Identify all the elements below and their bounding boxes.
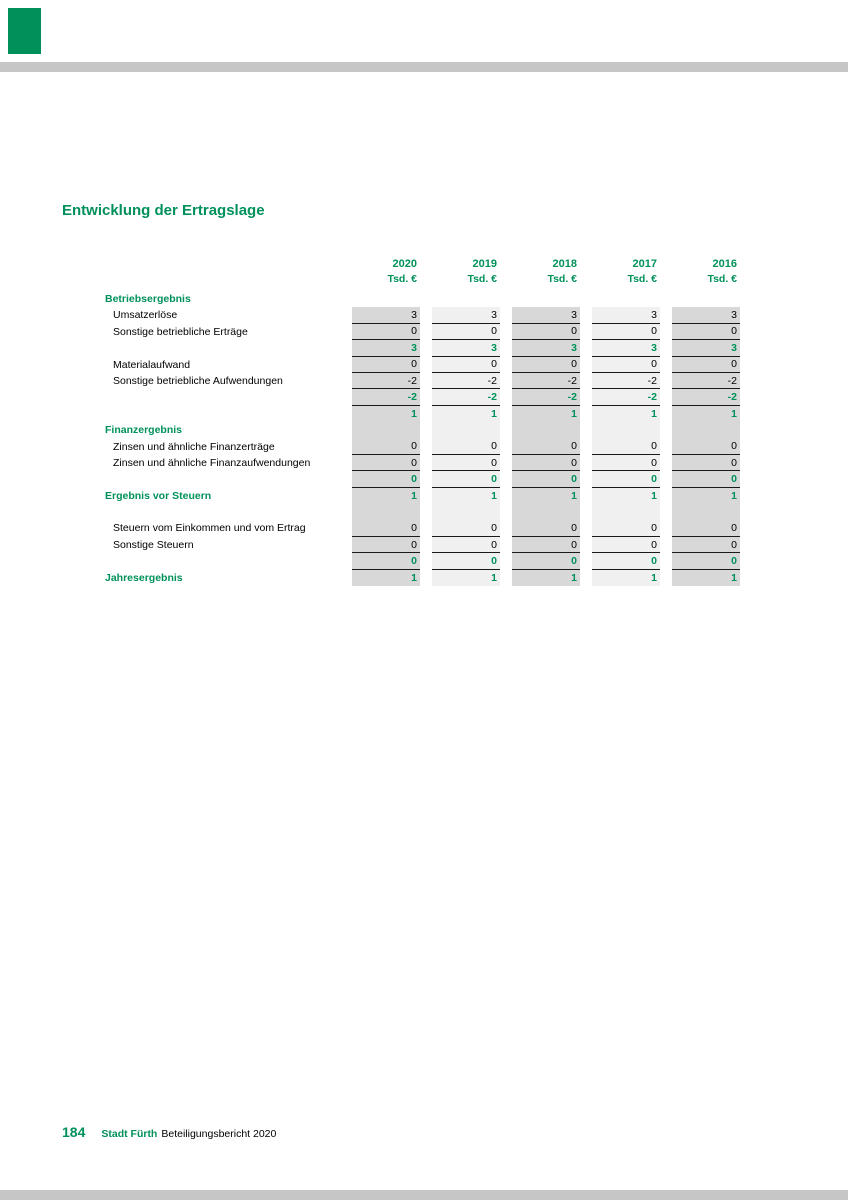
brand-corner-mark [8, 8, 41, 54]
value-cell: 0 [432, 324, 500, 340]
value-cell: 3 [432, 340, 500, 356]
row-label: Steuern vom Einkommen und vom Ertrag [113, 522, 306, 535]
row-label: Betriebsergebnis [105, 293, 191, 305]
value-cell: 3 [432, 307, 500, 323]
value-cell: 0 [512, 553, 580, 569]
value-cell: 0 [592, 455, 660, 471]
value-cell: 1 [411, 489, 417, 502]
table-row [62, 504, 752, 520]
unit-header-row [62, 272, 752, 287]
table-row [62, 439, 752, 455]
table-body [62, 291, 752, 586]
row-label: Sonstige Steuern [113, 538, 194, 551]
value-cell: -2 [672, 389, 740, 405]
value-cell: 0 [672, 357, 740, 373]
value-cell: 0 [672, 553, 740, 569]
value-cell: 1 [731, 489, 737, 502]
footer-publisher: Stadt Fürth [101, 1128, 158, 1140]
value-cell: 0 [512, 471, 580, 487]
value-cell: 0 [432, 471, 500, 487]
value-cell: 3 [352, 307, 420, 323]
table-row [62, 488, 752, 504]
value-cell: -2 [512, 389, 580, 405]
value-cell: 3 [672, 340, 740, 356]
row-label: Sonstige betriebliche Erträge [113, 325, 248, 338]
value-cell: 1 [491, 571, 497, 584]
table-row [62, 291, 752, 307]
row-label: Materialaufwand [113, 358, 191, 371]
row-label: Zinsen und ähnliche Finanzerträge [113, 440, 275, 453]
value-cell: 1 [731, 571, 737, 584]
row-label: Sonstige betriebliche Aufwendungen [113, 374, 283, 387]
value-cell: 0 [672, 537, 740, 553]
column-header-unit: Tsd. € [547, 273, 577, 285]
value-cell: 0 [352, 439, 420, 455]
page-footer [62, 1124, 276, 1140]
table-row [62, 553, 752, 569]
value-cell: 0 [432, 537, 500, 553]
value-cell: 1 [651, 407, 657, 420]
value-cell: 3 [592, 307, 660, 323]
value-cell: 1 [571, 489, 577, 502]
table-row [62, 324, 752, 340]
value-cell: -2 [672, 373, 740, 389]
value-cell: 3 [672, 307, 740, 323]
table-row [62, 373, 752, 389]
value-cell: 1 [571, 571, 577, 584]
value-cell: 0 [592, 537, 660, 553]
value-cell: 0 [352, 471, 420, 487]
row-label: Finanzergebnis [105, 424, 183, 437]
footer-report-title: Beteiligungsbericht 2020 [161, 1128, 277, 1140]
value-cell: 0 [432, 553, 500, 569]
table-row [62, 471, 752, 487]
top-divider-bar [0, 62, 848, 72]
value-cell: 1 [491, 489, 497, 502]
table-row [62, 520, 752, 536]
value-cell: 3 [512, 307, 580, 323]
value-cell: 0 [432, 439, 500, 455]
value-cell: 0 [672, 455, 740, 471]
value-cell: -2 [592, 389, 660, 405]
column-header-year: 2018 [552, 258, 577, 270]
value-cell: 0 [592, 553, 660, 569]
value-cell: 0 [352, 537, 420, 553]
value-cell: 1 [651, 489, 657, 502]
column-header-unit: Tsd. € [627, 273, 657, 285]
row-label: Zinsen und ähnliche Finanzaufwendungen [113, 456, 311, 469]
column-header-unit: Tsd. € [387, 273, 417, 285]
table-row [62, 406, 752, 422]
value-cell: 0 [672, 324, 740, 340]
value-cell: 1 [411, 571, 417, 584]
value-cell: 0 [592, 520, 660, 536]
table-row [62, 340, 752, 356]
value-cell: 3 [592, 340, 660, 356]
earnings-table [62, 257, 752, 586]
table-row [62, 307, 752, 323]
value-cell: 0 [592, 439, 660, 455]
table-row [62, 357, 752, 373]
value-cell: 0 [672, 471, 740, 487]
column-header-year: 2016 [712, 258, 737, 270]
value-cell: 1 [571, 407, 577, 420]
page-title: Entwicklung der Ertragslage [62, 202, 265, 219]
value-cell: 0 [672, 439, 740, 455]
value-cell: 1 [731, 407, 737, 420]
value-cell: 3 [352, 340, 420, 356]
table-row [62, 389, 752, 405]
header-label-spacer [62, 272, 352, 287]
value-cell: 1 [491, 407, 497, 420]
value-cell: 1 [651, 571, 657, 584]
year-header-row [62, 257, 752, 272]
table-row [62, 422, 752, 438]
value-cell: 0 [352, 520, 420, 536]
value-cell: 0 [352, 324, 420, 340]
value-cell: 0 [512, 439, 580, 455]
row-label: Ergebnis vor Steuern [105, 489, 212, 502]
value-cell: 0 [592, 324, 660, 340]
value-cell: 3 [512, 340, 580, 356]
column-header-year: 2020 [392, 258, 417, 270]
value-cell: 0 [432, 455, 500, 471]
value-cell: -2 [512, 373, 580, 389]
value-cell: 0 [512, 455, 580, 471]
value-cell: -2 [592, 373, 660, 389]
column-header-year: 2019 [472, 258, 497, 270]
row-label: Umsatzerlöse [113, 309, 178, 322]
column-header-year: 2017 [632, 258, 657, 270]
value-cell: 0 [352, 455, 420, 471]
value-cell: -2 [352, 389, 420, 405]
header-label-spacer [62, 257, 352, 272]
value-cell: 0 [512, 520, 580, 536]
value-cell: -2 [432, 373, 500, 389]
value-cell: -2 [352, 373, 420, 389]
value-cell: 0 [512, 324, 580, 340]
column-header-unit: Tsd. € [467, 273, 497, 285]
value-cell: 0 [432, 357, 500, 373]
value-cell: 0 [592, 357, 660, 373]
row-label: Jahresergebnis [105, 571, 183, 584]
page-number: 184 [62, 1124, 86, 1140]
table-row [62, 455, 752, 471]
value-cell: -2 [432, 389, 500, 405]
bottom-divider-bar [0, 1190, 848, 1200]
value-cell: 0 [432, 520, 500, 536]
value-cell: 0 [512, 537, 580, 553]
value-cell: 0 [672, 520, 740, 536]
value-cell: 0 [352, 357, 420, 373]
value-cell: 0 [352, 553, 420, 569]
column-header-unit: Tsd. € [707, 273, 737, 285]
value-cell: 1 [411, 407, 417, 420]
table-row [62, 537, 752, 553]
table-row [62, 570, 752, 586]
value-cell: 0 [592, 471, 660, 487]
value-cell: 0 [512, 357, 580, 373]
